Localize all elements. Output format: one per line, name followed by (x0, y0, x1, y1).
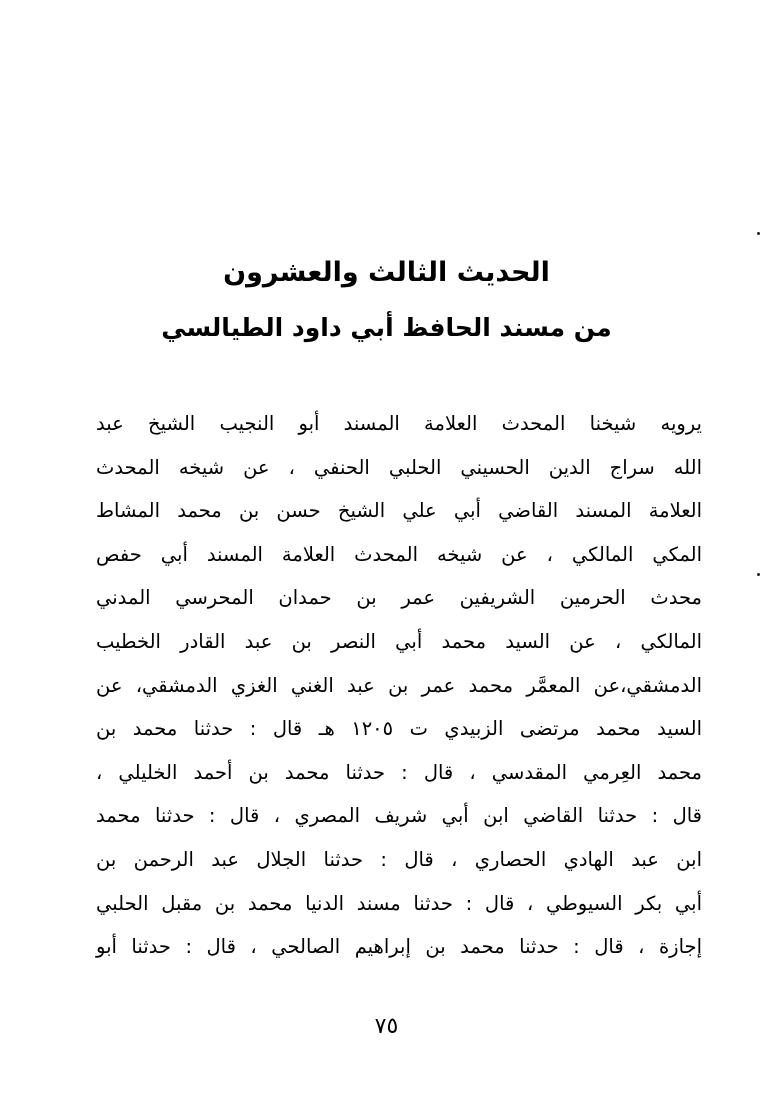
isnad-paragraph (96, 402, 702, 969)
margin-mark (757, 573, 760, 576)
text-line: يرويه شيخنا المحدث العلامة المسند أبو النجيب الشيخ عبد (96, 412, 702, 435)
text-line: السيد محمد مرتضى الزبيدي ت ١٢٠٥ هـ قال : حدثنا محمد بن (96, 717, 702, 741)
hadith-subtitle: من مسند الحافظ أبي داود الطيالسي (161, 313, 612, 342)
text-line: العلامة المسند القاضي أبي علي الشيخ حسن بن محمد المشاط (96, 499, 702, 523)
text-line: محدث الحرمين الشريفين عمر بن حمدان المحرسي المدني (96, 586, 702, 610)
text-line: الدمشقي،عن المعمَّر محمد عمر بن عبد الغني الغزي الدمشقي، عن (96, 673, 702, 697)
text-line: ابن عبد الهادي الحصاري ، قال : حدثنا الجلال عبد الرحمن بن (96, 847, 702, 871)
text-line: محمد العِرمي المقدسي ، قال : حدثنا محمد بن أحمد الخليلي ، (96, 760, 702, 784)
text-line: أبي بكر السيوطي ، قال : حدثنا مسند الدنيا محمد بن مقبل الحلبي (96, 891, 702, 915)
text-line: الله سراج الدين الحسيني الحلبي الحنفي ، عن شيخه المحدث (96, 455, 702, 479)
text-line: المكي المالكي ، عن شيخه المحدث العلامة المسند أبي حفص (96, 542, 702, 566)
text-line: إجازة ، قال : حدثنا محمد بن إبراهيم الصالحي ، قال : حدثنا أبو (96, 935, 702, 959)
text-line: قال : حدثنا القاضي ابن أبي شريف المصري ، قال : حدثنا محمد (96, 804, 702, 828)
page-number: ٧٥ (374, 1014, 399, 1039)
hadith-title: الحديث الثالث والعشرون (223, 257, 550, 288)
margin-mark (757, 232, 760, 235)
text-line: المالكي ، عن السيد محمد أبي النصر بن عبد القادر الخطيب (96, 629, 702, 653)
